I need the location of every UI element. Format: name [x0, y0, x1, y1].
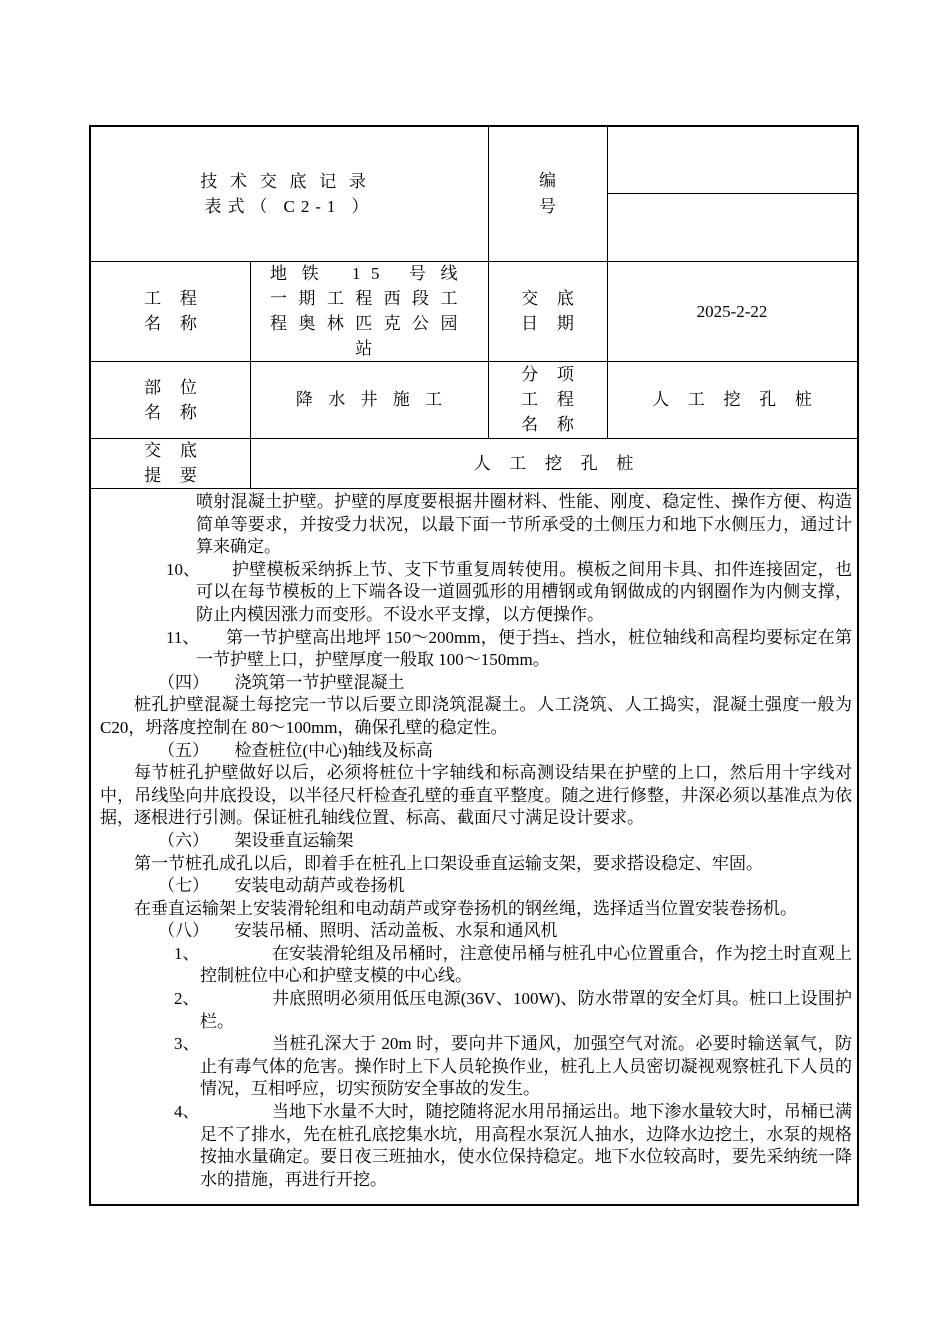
section-heading: （七） 安装电动葫芦或卷扬机	[158, 876, 405, 896]
numbered-item	[100, 1101, 852, 1191]
numbered-item	[100, 559, 852, 627]
project-name: 地铁 15 号线一期工程西段工程奥林匹克公园站	[270, 264, 468, 358]
numbered-item	[100, 627, 852, 672]
project-name-cell	[250, 261, 488, 361]
section-heading: （六） 架设垂直运输架	[158, 830, 354, 850]
project-label-cell	[91, 261, 250, 361]
item-text: 井底照明必须用低压电源(36V、100W)、防水带罩的安全灯具。桩口上设围护栏。	[200, 989, 852, 1031]
date-label: 日期	[521, 314, 593, 333]
section-heading: （四） 浇筑第一节护壁混凝土	[158, 672, 405, 692]
number-label-cell	[488, 127, 607, 261]
item-text: 当地下水量不大时，随挖随将泥水用吊捅运出。地下渗水量较大时，吊桶已满足不了排水，先在桩孔底挖集水坑，用高程水泵沉人抽水，边降水边挖土，水泵的规格按抽水量确定。要日夜三班抽水，使水位保持稳定。地下水位较高时，要先采纳统一降水的措施，再进行开挖。	[200, 1102, 852, 1189]
disclosure-content	[100, 491, 852, 1191]
item-text: 第一节护壁高出地坪 150～200mm，便于挡±、挡水，桩位轴线和高程均要标定在第一节护壁上口，护壁厚度一般取 100～150mm。	[196, 627, 852, 670]
paragraph: 每节桩孔护壁做好以后，必须将桩位十字轴线和标高测设结果在护壁的上口，然后用十字线对中，吊线坠向井底投设，以半径尺杆检查孔壁的垂直平整度。随之进行修整，井深必须以基准点为依据，逐根进行引测。保证桩孔轴线位置、标高、截面尺寸满足设计要求。	[100, 763, 852, 828]
summary-value: 人工挖孔桩	[473, 453, 653, 473]
numbered-item	[100, 988, 852, 1033]
row-divider	[91, 488, 857, 489]
number-value-top	[607, 127, 857, 193]
part-label: 部位	[144, 377, 216, 397]
paragraph: 喷射混凝土护壁。护壁的厚度要根据井圈材料、性能、刚度、稳定性、操作方便、构造简单等要求，并按受力状况，以最下面一节所承受的土侧压力和地下水侧压力，通过计算来确定。	[196, 492, 852, 557]
item-number: 1、	[174, 943, 200, 963]
item-text: 护壁模板采纳拆上节、支下节重复周转使用。模板之间用卡具、扣件连接固定，也可以在每节模板的上下端各设一道圆弧形的用槽钢或角钢做成的内钢圈作为内侧支撑，防止内模因涨力而变形。不设水平支撑，以方便操作。	[196, 559, 852, 624]
subitem-label-cell	[488, 361, 607, 438]
subitem-value: 人工挖孔桩	[652, 390, 831, 409]
date-value-cell	[607, 261, 857, 361]
number-label: 编号	[539, 171, 556, 216]
item-number: 11、	[166, 627, 200, 647]
form-table	[89, 125, 859, 1206]
part-label-cell	[91, 361, 250, 438]
item-number: 10、	[166, 559, 200, 579]
part-label: 名称	[144, 402, 216, 422]
subitem-label: 名称	[521, 415, 593, 434]
date-label-cell	[488, 261, 607, 361]
summary-value-cell	[250, 438, 857, 488]
item-text: 当桩孔深大于 20m 时，要向井下通风，加强空气对流。必要时输送氧气，防止有毒气体的危害。操作时上下人员轮换作业，桩孔上人员密切凝视观察桩孔下人员的情况，互相呼应，切实预防安全事故的发生。	[200, 1034, 852, 1099]
paragraph: 在垂直运输架上安装滑轮组和电动葫芦或穿卷扬机的钢丝绳，选择适当位置安装卷扬机。	[134, 898, 797, 918]
paragraph: 桩孔护壁混凝土每挖完一节以后要立即浇筑混凝土。人工浇筑、人工捣实，混凝土强度一般为 C20，坍落度控制在 80～100mm，确保孔壁的稳定性。	[100, 695, 852, 737]
part-value-cell	[250, 361, 488, 438]
numbered-item	[100, 943, 852, 988]
subitem-label: 工程	[521, 390, 593, 409]
project-label: 工程	[144, 289, 216, 308]
summary-label: 交底	[144, 441, 216, 460]
number-value-bottom	[607, 193, 857, 261]
section-heading: （五） 检查桩位(中心)轴线及标高	[158, 740, 433, 760]
subitem-label: 分项	[521, 365, 593, 384]
section-heading: （八） 安装吊桶、照明、活动盖板、水泵和通风机	[158, 921, 558, 941]
form-title: 技术交底记录	[200, 172, 379, 191]
date-label: 交底	[521, 289, 593, 308]
item-number: 2、	[174, 989, 200, 1009]
subitem-value-cell	[607, 361, 857, 438]
item-text: 在安装滑轮组及吊桶时，注意使吊桶与桩孔中心位置重合，作为挖土时直观上控制桩位中心和护壁支模的中心线。	[200, 943, 852, 986]
numbered-item	[100, 1033, 852, 1101]
item-number: 4、	[174, 1102, 200, 1122]
form-title-cell	[91, 127, 488, 261]
form-code: 表式（ C2-1 ）	[204, 197, 375, 216]
project-label: 名称	[144, 314, 216, 333]
item-number: 3、	[174, 1034, 200, 1054]
part-value: 降水井施工	[295, 390, 458, 409]
summary-label-cell	[91, 438, 250, 488]
date-value: 2025-2-22	[696, 301, 768, 321]
paragraph: 第一节桩孔成孔以后，即着手在桩孔上口架设垂直运输支架，要求搭设稳定、牢固。	[134, 853, 763, 873]
summary-label: 提要	[144, 466, 216, 485]
